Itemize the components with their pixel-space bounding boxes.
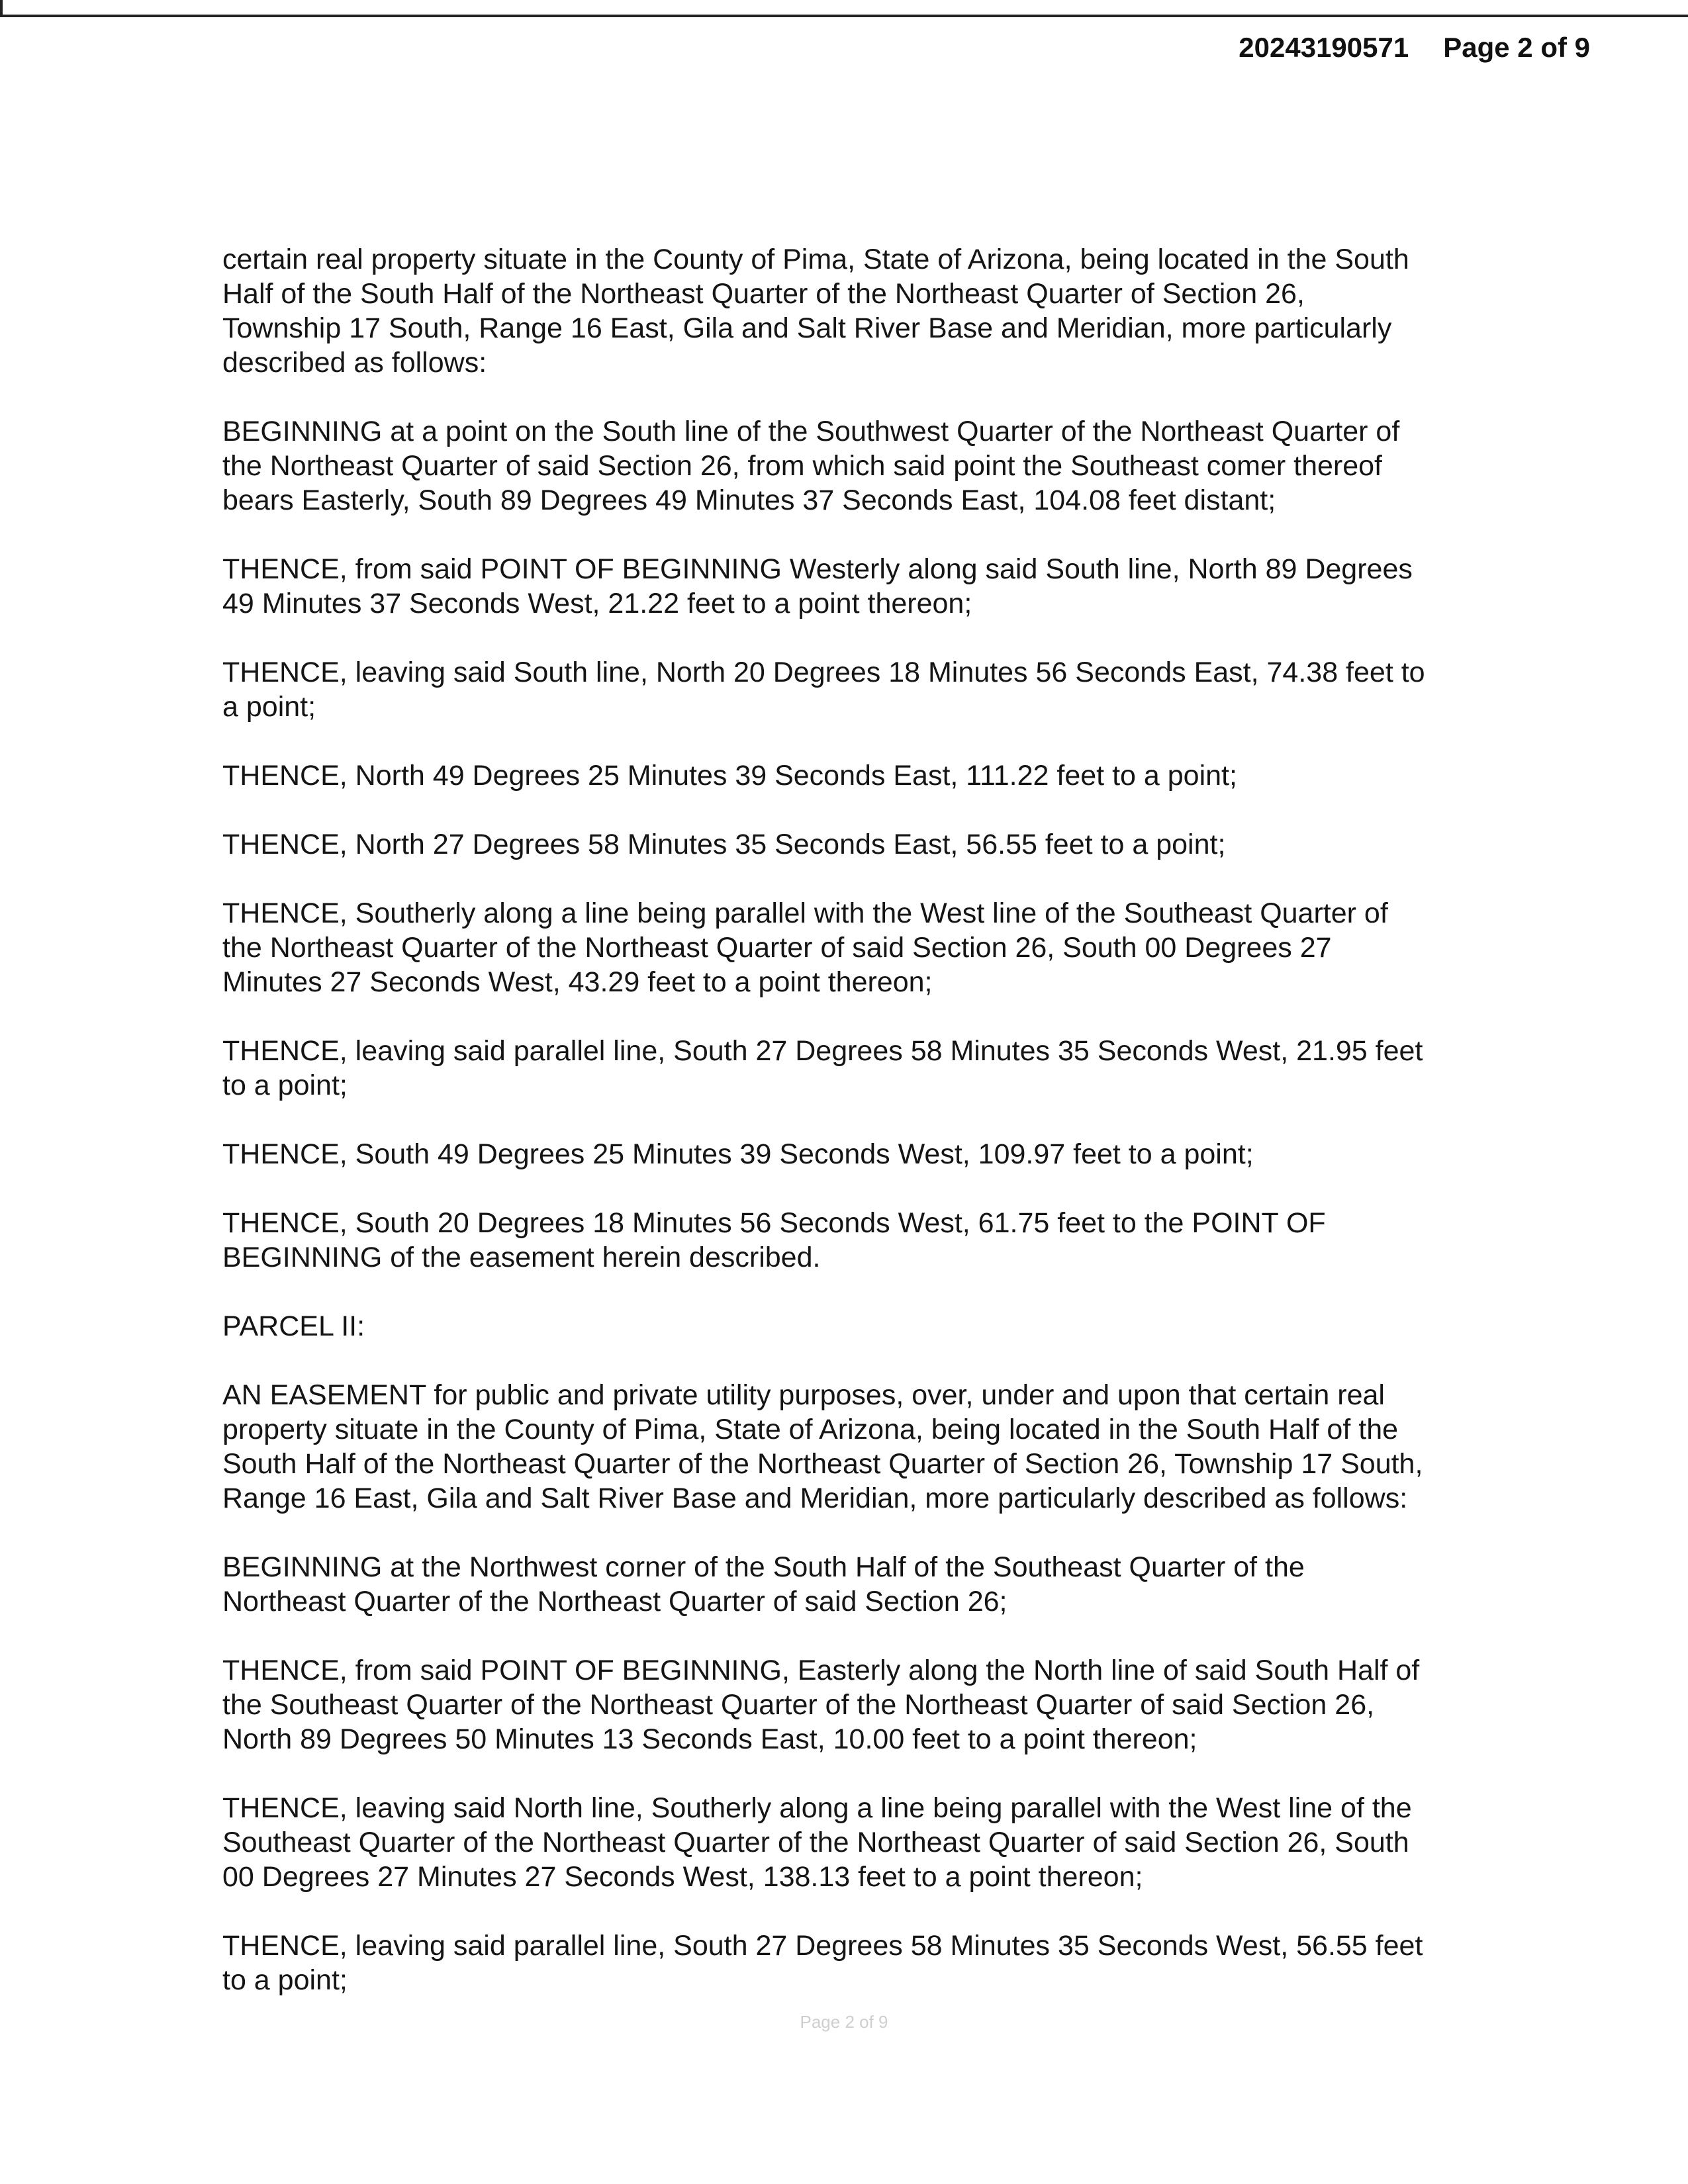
paragraph (222, 1791, 1493, 1894)
paragraph (222, 655, 1493, 724)
text-line: Northeast Quarter of the Northeast Quarter of said Section 26; (222, 1586, 1008, 1617)
text-line: to a point; (222, 1069, 348, 1101)
paragraph (222, 1378, 1493, 1516)
text-line: bears Easterly, South 89 Degrees 49 Minutes 37 Seconds East, 104.08 feet distant; (222, 484, 1276, 516)
text-line: 49 Minutes 37 Seconds West, 21.22 feet to a point thereon; (222, 588, 972, 619)
text-line: THENCE, from said POINT OF BEGINNING, Easterly along the North line of said South Half of (222, 1655, 1420, 1686)
text-line: 00 Degrees 27 Minutes 27 Seconds West, 138.13 feet to a point thereon; (222, 1861, 1143, 1893)
paragraph (222, 414, 1493, 518)
paragraph (222, 1137, 1493, 1171)
text-line: THENCE, from said POINT OF BEGINNING Westerly along said South line, North 89 Degrees (222, 553, 1413, 585)
text-line: a point; (222, 691, 316, 723)
text-line: BEGINNING at the Northwest corner of the South Half of the Southeast Quarter of the (222, 1551, 1305, 1583)
page-footer-marker: Page 2 of 9 (800, 2012, 888, 2032)
text-line: THENCE, leaving said parallel line, South 27 Degrees 58 Minutes 35 Seconds West, 21.95 feet (222, 1035, 1423, 1067)
text-line: Range 16 East, Gila and Salt River Base and Meridian, more particularly described as follows: (222, 1482, 1408, 1514)
document-body (222, 242, 1493, 2032)
scan-edge-top (0, 15, 1688, 17)
paragraph (222, 1309, 1493, 1343)
text-line: to a point; (222, 1964, 348, 1996)
text-line: AN EASEMENT for public and private utility purposes, over, under and upon that certain real (222, 1379, 1385, 1411)
document-number: 20243190571 (1239, 32, 1409, 63)
page-label: Page 2 of 9 (1443, 32, 1590, 63)
text-line: THENCE, leaving said parallel line, South 27 Degrees 58 Minutes 35 Seconds West, 56.55 feet (222, 1930, 1423, 1962)
text-line: property situate in the County of Pima, State of Arizona, being located in the South Half of the (222, 1414, 1399, 1445)
paragraph (222, 1206, 1493, 1275)
text-line: THENCE, South 49 Degrees 25 Minutes 39 Seconds West, 109.97 feet to a point; (222, 1138, 1254, 1170)
text-line: BEGINNING of the easement herein described. (222, 1242, 821, 1273)
text-line: BEGINNING at a point on the South line of the Southwest Quarter of the Northeast Quarter of (222, 416, 1400, 447)
text-line: Southeast Quarter of the Northeast Quarter of the Northeast Quarter of said Section 26, South (222, 1827, 1409, 1858)
text-line: Minutes 27 Seconds West, 43.29 feet to a point thereon; (222, 966, 933, 998)
paragraph (222, 758, 1493, 793)
page-header (1239, 32, 1590, 64)
text-line: certain real property situate in the County of Pima, State of Arizona, being located in the South (222, 244, 1409, 275)
paragraph (222, 1550, 1493, 1619)
text-line: THENCE, North 49 Degrees 25 Minutes 39 Seconds East, 111.22 feet to a point; (222, 760, 1237, 792)
text-line: PARCEL II: (222, 1310, 365, 1342)
text-line: the Southeast Quarter of the Northeast Quarter of the Northeast Quarter of said Section 26, (222, 1689, 1375, 1721)
paragraph (222, 1653, 1493, 1756)
paragraph (222, 552, 1493, 621)
text-line: THENCE, leaving said North line, Southerly along a line being parallel with the West line of the (222, 1792, 1412, 1824)
text-line: THENCE, North 27 Degrees 58 Minutes 35 Seconds East, 56.55 feet to a point; (222, 829, 1226, 860)
text-line: the Northeast Quarter of the Northeast Quarter of said Section 26, South 00 Degrees 27 (222, 932, 1332, 964)
paragraph (222, 1929, 1493, 1997)
paragraph (222, 827, 1493, 862)
text-line: Township 17 South, Range 16 East, Gila and Salt River Base and Meridian, more particularly (222, 312, 1392, 344)
text-line: THENCE, leaving said South line, North 20 Degrees 18 Minutes 56 Seconds East, 74.38 feet to (222, 657, 1425, 688)
paragraph (222, 1034, 1493, 1103)
text-line: THENCE, Southerly along a line being parallel with the West line of the Southeast Quarter of (222, 897, 1388, 929)
text-line: the Northeast Quarter of said Section 26, from which said point the Southeast comer thereof (222, 450, 1382, 482)
paragraph (222, 896, 1493, 999)
text-line: North 89 Degrees 50 Minutes 13 Seconds East, 10.00 feet to a point thereon; (222, 1723, 1197, 1755)
paragraph (222, 242, 1493, 380)
text-line: described as follows: (222, 347, 487, 379)
text-line: THENCE, South 20 Degrees 18 Minutes 56 Seconds West, 61.75 feet to the POINT OF (222, 1207, 1326, 1239)
text-line: Half of the South Half of the Northeast Quarter of the Northeast Quarter of Section 26, (222, 278, 1305, 310)
text-line: South Half of the Northeast Quarter of the Northeast Quarter of Section 26, Township 17 South, (222, 1448, 1423, 1480)
